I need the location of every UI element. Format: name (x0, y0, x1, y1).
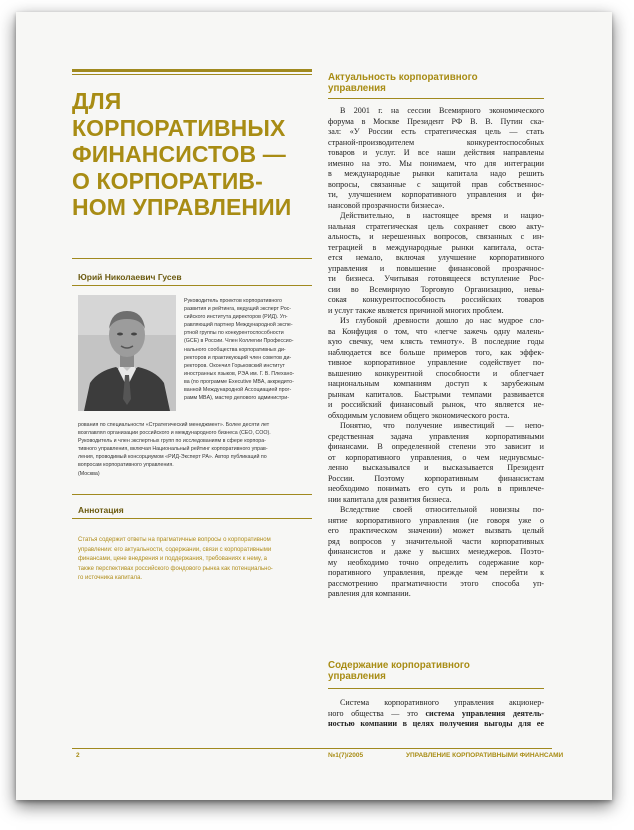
body-line: сокая конкурентоспособность российских товаров (328, 295, 544, 304)
bio-line: вопросам корпоративного управления. (78, 462, 174, 469)
bio-line: иностранных языков, РЭА им. Г. В. Плехано- (184, 370, 295, 377)
body-line: зал: «У России есть стратегическая цель — стать (328, 127, 544, 136)
annotation-line: управлении: его актуальности, содержании, связи с корпоративными (78, 546, 272, 553)
body-line: поративного управления, прежде чем перейти к (328, 568, 544, 577)
section1-body (328, 106, 544, 600)
body-line: ется немало, включая улучшение корпоративного (328, 253, 544, 262)
heading-line: Актуальность корпоративного (328, 72, 478, 83)
body-line: ти бизнеса. Учитывая готовящееся вступление Рос- (328, 274, 544, 283)
body-line: теграцией в международные рынки капитала, оста- (328, 242, 544, 252)
body-line: управления и повышение финансовой прозрачнос- (328, 263, 544, 273)
title-line: ДЛЯ (72, 88, 122, 114)
annotation-heading: Аннотация (78, 505, 124, 515)
journal-name: УПРАВЛЕНИЕ КОРПОРАТИВНЫМИ ФИНАНСАМИ (406, 752, 564, 759)
title-top-rule (72, 69, 312, 72)
body-line: нансовой прозрачности бизнеса». (328, 200, 445, 210)
body-line: его практическом значении) может вызвать целый (328, 526, 544, 535)
annotation-line: финансами, цене внедрения и поддержания, требованиях к нему, а (78, 556, 268, 563)
bio-line: ректоров и практикующий член советов ди- (184, 354, 292, 361)
annotation-rule (72, 518, 312, 519)
body-line: России. Поэтому корпоративным финансистам (328, 473, 544, 483)
bio-line: сийского института директоров (РИД). Уп- (184, 314, 288, 321)
heading-line: управления (328, 671, 386, 682)
author-name: Юрий Николаевич Гусев (78, 272, 182, 282)
bio-line: развития и рейтинга, ведущий эксперт Рос- (184, 306, 292, 313)
section1-rule (328, 98, 544, 99)
annotation-text (78, 536, 314, 584)
body-line: нятие корпоративного управления (не говоря уже о (328, 515, 544, 525)
body-line: товаров и услуг. И все наши действия направлены (328, 148, 544, 157)
bio-line: равляющий партнер Международной экспе- (184, 322, 293, 329)
bio-line: ванной Международной Ассоциацией прог- (184, 387, 292, 394)
body-line: вышению конкурентной способности и облегчает (328, 368, 544, 378)
body-line: ленно высказывался и высказывается Президент (328, 463, 544, 472)
body-line: кую свечку, чем клясть темноту». В последние годы (328, 337, 544, 346)
bio-line: (GCE) в России. Член Коллегии Профессио- (184, 338, 294, 345)
title-line: НОМ УПРАВЛЕНИИ (72, 194, 292, 220)
section2-heading (328, 660, 470, 682)
bio-line: (Москва) (78, 470, 100, 477)
body-line: обходимым условием общего экономического роста. (328, 410, 510, 420)
page-number: 2 (76, 752, 80, 759)
issue-number: №1(7)/2005 (328, 752, 364, 759)
body-line: Понятно, что получение инвестиций — непо- (340, 421, 544, 430)
author-bio-bottom (78, 421, 310, 478)
body-line: ного общества — это система управления деятель- (328, 708, 545, 718)
body-line: нии капитала для развития бизнеса. (328, 494, 452, 504)
body-line: и услуг также является причиной многих проблем. (328, 305, 504, 315)
body-line: Из глубокой древности дошло до нас мудрое сло- (340, 316, 544, 325)
body-line: ностью компании в целях получения выгоды для ее (328, 719, 544, 728)
bio-bottom-rule (72, 494, 312, 495)
title-line: ФИНАНСИСТОВ — (72, 141, 286, 167)
body-line: страной-производителем конкурентоспособных (328, 137, 544, 147)
title-line: КОРПОРАТИВНЫХ (72, 114, 286, 141)
bio-line: ректоров. Окончил Горьковский институт (184, 362, 285, 369)
bio-line: нального сообщества корпоративных ди- (184, 346, 286, 353)
body-line: необходимо понимать его суть и роль в привлече- (328, 484, 544, 493)
body-line: Действительно, в настоящее время и нацио- (340, 211, 544, 220)
section1-heading (328, 72, 478, 94)
bio-line: тивного управления, включая Национальный рейтинг корпоративного управ- (78, 446, 268, 453)
body-line: му необходимо точно определить содержание кор- (328, 557, 544, 567)
section2-body (328, 698, 544, 730)
body-line: Вследствие своей относительной новизны по- (340, 505, 544, 514)
bio-line: ртной группы по конкурентоспособности (184, 330, 284, 337)
section2-rule (328, 688, 544, 689)
body-line: равления для компании. (328, 589, 411, 598)
title-line: О КОРПОРАТИВ- (72, 167, 263, 194)
body-line: ва Конфуция о том, что «легче зажечь одну малень- (328, 326, 544, 336)
body-line: в международные рынки капитала надо решить (328, 169, 544, 178)
body-line: средственная задача управления корпоративными (328, 431, 544, 441)
body-line: В 2001 г. на сессии Всемирного экономического (340, 106, 544, 115)
article-title (72, 88, 312, 221)
title-top-rule-thin (72, 74, 312, 75)
body-line: нальная стратегическая цель сохраняет свою акту- (328, 221, 544, 231)
body-line: форума в Москве Президент РФ В. В. Путин ска- (328, 116, 544, 126)
author-rule (72, 285, 312, 286)
heading-line: управления (328, 83, 386, 94)
body-line: тивное корпоративное управление содействует по- (328, 358, 544, 367)
body-line: ти, улучшением корпоративного управления и фи- (328, 190, 544, 199)
body-line: сии во Всемирную Торговую Организацию, невы- (328, 284, 544, 294)
body-line: рынкам капиталов. Быстрыми темпами развивается (328, 389, 544, 399)
body-line: альность, и нерешенных вопросов, связанных с ин- (328, 232, 544, 241)
body-line: наблюдается все больше примеров того, как эффек- (328, 347, 544, 357)
body-line: финансами. В определенной степени это зависит и (328, 442, 544, 451)
bio-line: рамм MBA), мастер делового администри- (184, 395, 289, 402)
heading-line: Содержание корпоративного (328, 660, 470, 671)
body-line: именно на это. Мы понимаем, что для интеграции (328, 158, 544, 168)
annotation-line: Статья содержит ответы на прагматичные вопросы о корпоративном (78, 537, 271, 543)
bio-line: рования по специальности «Стратегический менеджмент». Более десяти лет (78, 422, 270, 428)
body-line: Система корпоративного управления акционер- (340, 698, 544, 707)
portrait-image (78, 295, 176, 411)
footer-rule (72, 748, 552, 749)
body-line: рассмотрению прагматичности этого способа уп- (328, 578, 544, 588)
bio-line: ва (по программе Executive MBA, аккредито- (184, 378, 294, 385)
body-line: ряд вопросов у значительной части корпоративных (328, 536, 544, 546)
annotation-line: также перспективах российского фондового рынка как потенциально- (78, 565, 273, 572)
body-line: национальным компаниям доступ к зарубежным (328, 379, 544, 388)
bio-line: Руководитель и член экспертных групп по исследованиям в сфере корпора- (78, 438, 266, 445)
annotation-line: го источника капитала. (78, 575, 143, 582)
body-line: финансистов и даже у высших менеджеров. Поэто- (328, 547, 544, 556)
title-bottom-rule (72, 258, 312, 259)
author-photo (78, 295, 176, 411)
bio-line: возглавлял организации российского и международного бизнеса (CEO, COO). (78, 430, 271, 437)
body-line: и российский финансовый рынок, что является не- (328, 400, 544, 409)
body-line: вопросы, связанные с защитой прав собственнос- (328, 179, 544, 189)
bio-line: Руководитель проектов корпоративного (184, 298, 282, 304)
author-bio-top (184, 297, 310, 402)
bio-line: ления, проводимый консорциумом «РИД-Эксперт РА». Автор публикаций по (78, 454, 267, 461)
body-line: от корпоративного управления, о чем неднувсмыс- (328, 452, 544, 462)
